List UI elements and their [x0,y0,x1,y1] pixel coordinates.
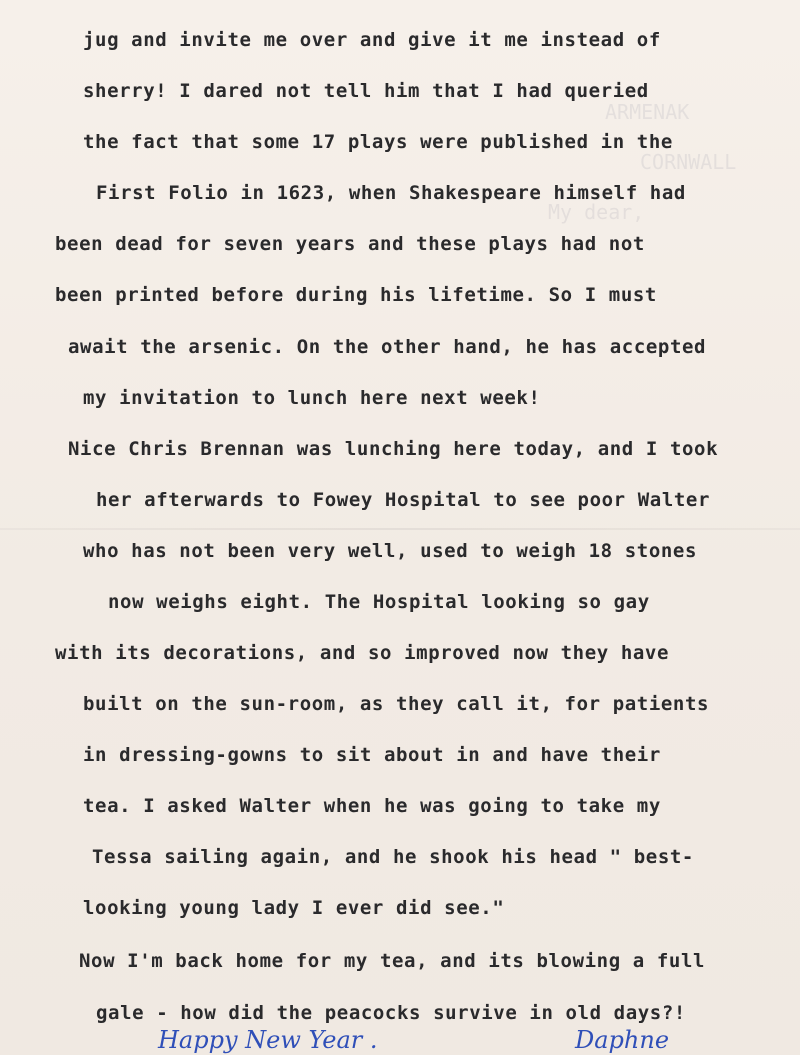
handwritten-signature: Daphne [575,1026,670,1054]
letter-line: First Folio in 1623, when Shakespeare himself had [96,182,686,204]
letter-line: been dead for seven years and these plays had not [55,233,645,255]
letter-line: my invitation to lunch here next week! [83,387,541,409]
show-through-line: ARMENAK [605,100,690,124]
letter-line: been printed before during his lifetime. So I must [55,284,657,306]
letter-line: built on the sun-room, as they call it, for patients [83,693,710,715]
letter-line: jug and invite me over and give it me instead of [83,29,661,51]
handwritten-greeting: Happy New Year . [158,1026,378,1054]
letter-line: Now I'm back home for my tea, and its blowing a full [79,950,706,972]
letter-line: in dressing-gowns to sit about in and have their [83,744,661,766]
letter-line: the fact that some 17 plays were published in the [83,131,673,153]
letter-line: gale - how did the peacocks survive in old days?! [96,1002,686,1024]
paper-fold [0,528,800,530]
letter-line: looking young lady I ever did see." [83,897,505,919]
letter-line: who has not been very well, used to weigh 18 stones [83,540,697,562]
letter-line: with its decorations, and so improved now they have [55,642,669,664]
show-through-line: CORNWALL [640,150,737,174]
letter-line: Tessa sailing again, and he shook his head " best- [92,846,694,868]
letter-line: sherry! I dared not tell him that I had queried [83,80,649,102]
letter-line: await the arsenic. On the other hand, he has accepted [68,336,707,358]
letter-line: tea. I asked Walter when he was going to take my [83,795,661,817]
letter-line: her afterwards to Fowey Hospital to see poor Walter [96,489,710,511]
letter-line: now weighs eight. The Hospital looking so gay [108,591,650,613]
letter-line: Nice Chris Brennan was lunching here today, and I took [68,438,719,460]
show-through-line: My dear, [548,200,645,224]
